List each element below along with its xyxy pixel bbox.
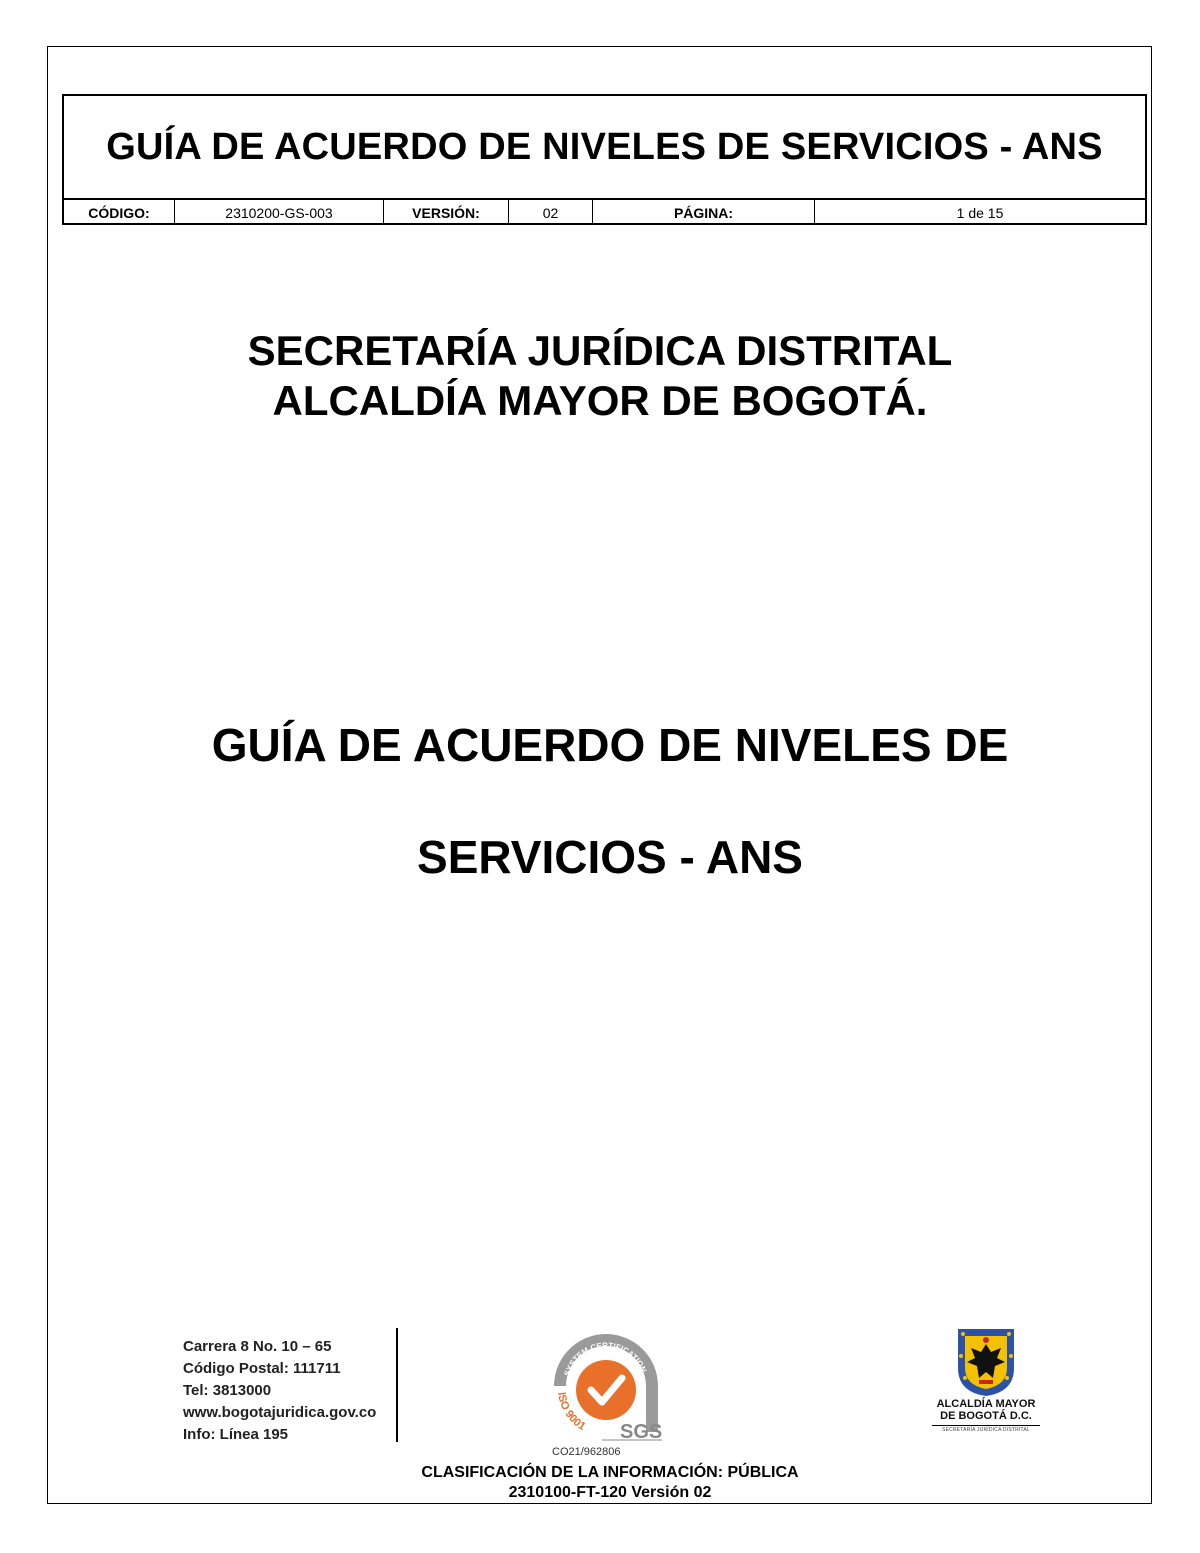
seal-ring-text: SYSTEM CERTIFICATION	[562, 1340, 649, 1378]
document-title-line-1: GUÍA DE ACUERDO DE NIVELES DE	[211, 719, 1009, 771]
contact-info	[183, 1336, 376, 1446]
form-code: 2310100-FT-120 Versión 02	[508, 1484, 712, 1501]
document-title-line-2: SERVICIOS - ANS	[417, 831, 803, 883]
header-metadata-row	[64, 198, 1145, 225]
version-label: VERSIÓN:	[384, 200, 509, 225]
contact-info-line: Info: Línea 195	[183, 1426, 289, 1443]
sgs-certification-seal	[546, 1328, 666, 1448]
contact-phone: Tel: 3813000	[183, 1382, 272, 1399]
contact-address: Carrera 8 No. 10 – 65	[183, 1338, 332, 1355]
logo-line-2: DE BOGOTÁ D.C.	[940, 1410, 1032, 1422]
bogota-shield-icon	[955, 1326, 1017, 1398]
pagina-value: 1 de 15	[956, 204, 1004, 221]
pagina-label: PÁGINA:	[593, 200, 815, 225]
iso-label: ISO 9001	[555, 1391, 588, 1433]
logo-rule	[932, 1425, 1040, 1426]
codigo-value: 2310200-GS-003	[175, 200, 384, 225]
certification-number: CO21/962806	[552, 1446, 621, 1458]
information-classification: CLASIFICACIÓN DE LA INFORMACIÓN: PÚBLICA	[421, 1464, 799, 1481]
alcaldia-logo	[928, 1326, 1044, 1433]
footer-divider	[396, 1328, 398, 1442]
version-value: 02	[509, 200, 593, 225]
organization-line-1: SECRETARÍA JURÍDICA DISTRITAL	[247, 327, 953, 374]
contact-postal-code: Código Postal: 111711	[183, 1360, 341, 1377]
contact-website: www.bogotajuridica.gov.co	[183, 1404, 377, 1421]
header-title: GUÍA DE ACUERDO DE NIVELES DE SERVICIOS - ANS	[106, 125, 1103, 168]
organization-line-2: ALCALDÍA MAYOR DE BOGOTÁ.	[272, 377, 928, 424]
codigo-label: CÓDIGO:	[64, 200, 175, 225]
sgs-brand: SGS	[620, 1421, 663, 1443]
logo-line-1: ALCALDÍA MAYOR	[936, 1398, 1036, 1410]
page-frame	[47, 46, 1152, 1504]
logo-subtitle: SECRETARÍA JURÍDICA DISTRITAL	[942, 1427, 1030, 1433]
document-header	[62, 94, 1147, 225]
check-icon-background	[576, 1360, 636, 1420]
